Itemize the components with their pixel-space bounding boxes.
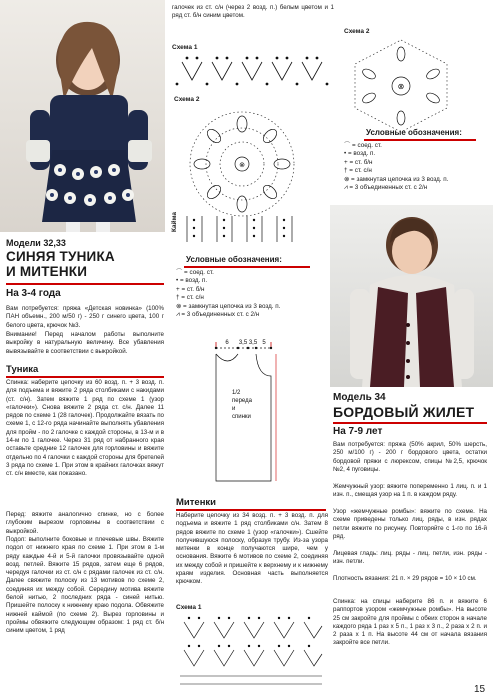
left-model-label: Модели 32,33 xyxy=(6,238,66,248)
right-pearl-diamonds: Узор «жемчужные ромбы»: вяжите по схеме. На схеме приведены только лиц. ряды, в изн. рядах петли вяжите по рисунку. Повторяйте с 1-го по 16-й ряд. xyxy=(333,508,487,540)
page-number: 15 xyxy=(474,684,486,695)
right-gauge: Плотность вязания: 21 п. × 29 рядов = 10 × 10 см. xyxy=(333,575,477,582)
motif-chart-top-right xyxy=(343,36,459,136)
legend-middle-item: ⌒ = соед. ст. xyxy=(176,269,214,276)
left-title-line2: И МИТЕНКИ xyxy=(6,264,88,279)
legend-top-right xyxy=(344,128,484,192)
schema-1-label: Схема 1 xyxy=(172,44,198,51)
schema-2-motif xyxy=(182,104,302,224)
pattern-dim-0: 6 xyxy=(225,340,229,346)
tunic-assembly: Подол: выполните боковые и плечевые швы. Вяжите подол от нижнего края по схеме 1. При этом в 1-м ряду каждые 4-й и 5-й галочки провязывайте одной возд. петлей. Вяжите 15 рядов, затем еще 6 рядов, чередуя галочки из ст. с/н с рядами галочек из ст. с/н. Далее свяжите полоску из 13 мотивов по схеме 2, соединяя их между собой. Середину мотива вяжите белой нитью, 2 последних ряда - синей нитью. Пришейте полоску к нижнему краю подола. Обвяжите нижней каймой (по схеме 2). Вырез горловины и проймы обвяжите следующим образом: 1 ряд ст. б/н синим цветом, 1 ряд xyxy=(6,536,164,635)
schema-1-chart xyxy=(172,52,332,88)
svg-text:⊗: ⊗ xyxy=(397,82,405,91)
legend-top-item: • = возд. п. xyxy=(344,150,376,158)
mittens-schema-label: Схема 1 xyxy=(176,604,202,611)
pattern-label-4: спинки xyxy=(232,414,251,420)
pattern-dim-1: 3,5 xyxy=(238,340,248,346)
tunic-front: Перед: вяжите аналогично спинке, но с более глубоким вырезом горловины в соответствии с выкройкой. xyxy=(6,511,164,535)
mittens-schema-chart xyxy=(176,612,326,692)
pattern-dim-2: 3,5 xyxy=(248,340,258,346)
legend-top-title: Условные обозначения: xyxy=(366,128,462,137)
legend-top-item: † = ст. с/н xyxy=(344,167,372,175)
tunic-underline xyxy=(6,376,164,378)
right-back: Спинка: на спицы наберите 86 п. и вяжите 6 раппортов узором «жемчужные ромбы». На высоте 25 см закройте для проймы с обеих сторон в начале каждого ряда 1 раз х 5 п., 1 раз х 3 п., 2 раза х 2 п. и 2 раза х 1 п. На высоте 44 см от начала вязания закройте все петли. xyxy=(333,598,487,647)
tunic-heading: Туника xyxy=(6,364,39,375)
pattern-dim-3: 5 xyxy=(262,340,266,346)
girl-photo-illustration xyxy=(0,0,165,232)
legend-top-item: ⩘ = 3 объединенных ст. с 2/н xyxy=(344,184,428,192)
right-title-underline xyxy=(333,422,487,424)
schema-2-right-label: Схема 2 xyxy=(344,28,370,35)
legend-top-underline xyxy=(364,139,476,141)
legend-middle-item: † = ст. с/н xyxy=(176,294,204,302)
tunic-back: Спинка: наберите цепочку из 60 возд. п. + 3 возд. п. для подъема и вяжите 2 ряда столбиками с накидами (ст. с/н). Затем вяжите 1 ряд по схеме 1 (узор «галочки»). Снова вяжите 2 ряда ст. с/н. Далее 11 рядов по схеме 1 (28 галочек). Продолжайте вязать по схеме 1, с 12-го ряда начинайте выполнять убавления для пройм - по 2 галочке с каждой стороны, в 13-м и в 14-м по 1 галочке. Через 31 ряд от набранного края оставьте средние 12 галочек для горловины и вяжите отдельно по 4 галочки с каждой стороны для бретелей 3 ряда по схеме 1. При этом в крайних галочках вяжут ст. с/н вместе, как показано. xyxy=(6,379,164,478)
mittens-text: Наберите цепочку из 34 возд. п. + 3 возд. п. для подъема и вяжите 1 ряд столбиками с/н. Затем 8 рядов вяжите по схеме 1 (узор «галочки»). Сшейте получившуюся полоску, образуя трубу. Из-за узора митенки в конце получаются шире, чем у основания. Вяжите 6 мотивов по схеме 2, соединяя их между собой и пришейте к верхнему и к нижнему краям изделия. Основная часть выполняется крючком. xyxy=(176,512,328,586)
right-stockinette: Лицевая гладь: лиц. ряды - лиц. петли, изн. ряды - изн. петли. xyxy=(333,550,487,566)
left-title-underline xyxy=(6,283,164,285)
boy-photo xyxy=(330,205,493,387)
girl-photo xyxy=(0,0,165,232)
legend-middle-item: + = ст. б/н xyxy=(176,285,205,293)
right-model-label: Модель 34 xyxy=(333,392,386,403)
pattern-label-2: переда xyxy=(232,398,252,404)
legend-top-item: ⌒ = соед. ст. xyxy=(344,142,382,149)
legend-middle-item: ⊗ = замкнутая цепочка из 3 возд. п. xyxy=(176,302,281,310)
boy-photo-illustration xyxy=(330,205,493,387)
right-materials: Вам потребуется: пряжа (50% акрил, 50% шерсть, 250 м/100 г) - 200 г бордового цвета, остатки бордовой пряжи с люрексом, спицы №2,5, крючок №2, 4 пуговицы. xyxy=(333,441,487,473)
mittens-heading: Митенки xyxy=(176,497,217,508)
pattern-diagram xyxy=(176,336,316,486)
legend-top-item: + = ст. б/н xyxy=(344,158,373,166)
legend-middle-item: ⩘ = 3 объединенных ст. с 2/н xyxy=(176,311,260,319)
right-age: На 7-9 лет xyxy=(333,426,383,437)
svg-text:⊗: ⊗ xyxy=(239,162,245,169)
left-materials: Вам потребуется: пряжа «Детская новинка» (100% ПАН объемн., 200 м/50 г) - 250 г синего цвета, 100 г белого цвета, крючок №3. xyxy=(6,305,164,329)
legend-middle xyxy=(176,255,328,319)
left-title-line1: СИНЯЯ ТУНИКА xyxy=(6,249,115,264)
pattern-label-1: 1/2 xyxy=(232,390,241,396)
left-age: На 3-4 года xyxy=(6,288,61,299)
legend-middle-title: Условные обозначения: xyxy=(186,255,282,264)
edging-chart xyxy=(182,208,307,248)
continuation-text: галочек из ст. с/н (через 2 возд. п.) белым цветом и 1 ряд ст. б/н синим цветом. xyxy=(172,4,334,20)
legend-middle-underline xyxy=(184,266,310,268)
legend-middle-item: • = возд. п. xyxy=(176,277,208,285)
right-title: БОРДОВЫЙ ЖИЛЕТ xyxy=(333,404,475,420)
left-attention: Внимание! Перед началом работы выполните выкройку в натуральную величину. Все убавления вывязывайте в соответствии с выкройкой. xyxy=(6,331,164,355)
edging-label: Кайма xyxy=(171,212,178,232)
legend-top-item: ⊗ = замкнутая цепочка из 3 возд. п. xyxy=(344,175,449,183)
mittens-underline xyxy=(176,509,326,511)
right-rib: Жемчужный узор: вяжите попеременно 1 лиц. п. и 1 изн. п., смещая узор на 1 п. в каждом ряду. xyxy=(333,483,487,499)
schema-2-label: Схема 2 xyxy=(174,96,200,103)
pattern-label-3: и xyxy=(232,406,236,412)
